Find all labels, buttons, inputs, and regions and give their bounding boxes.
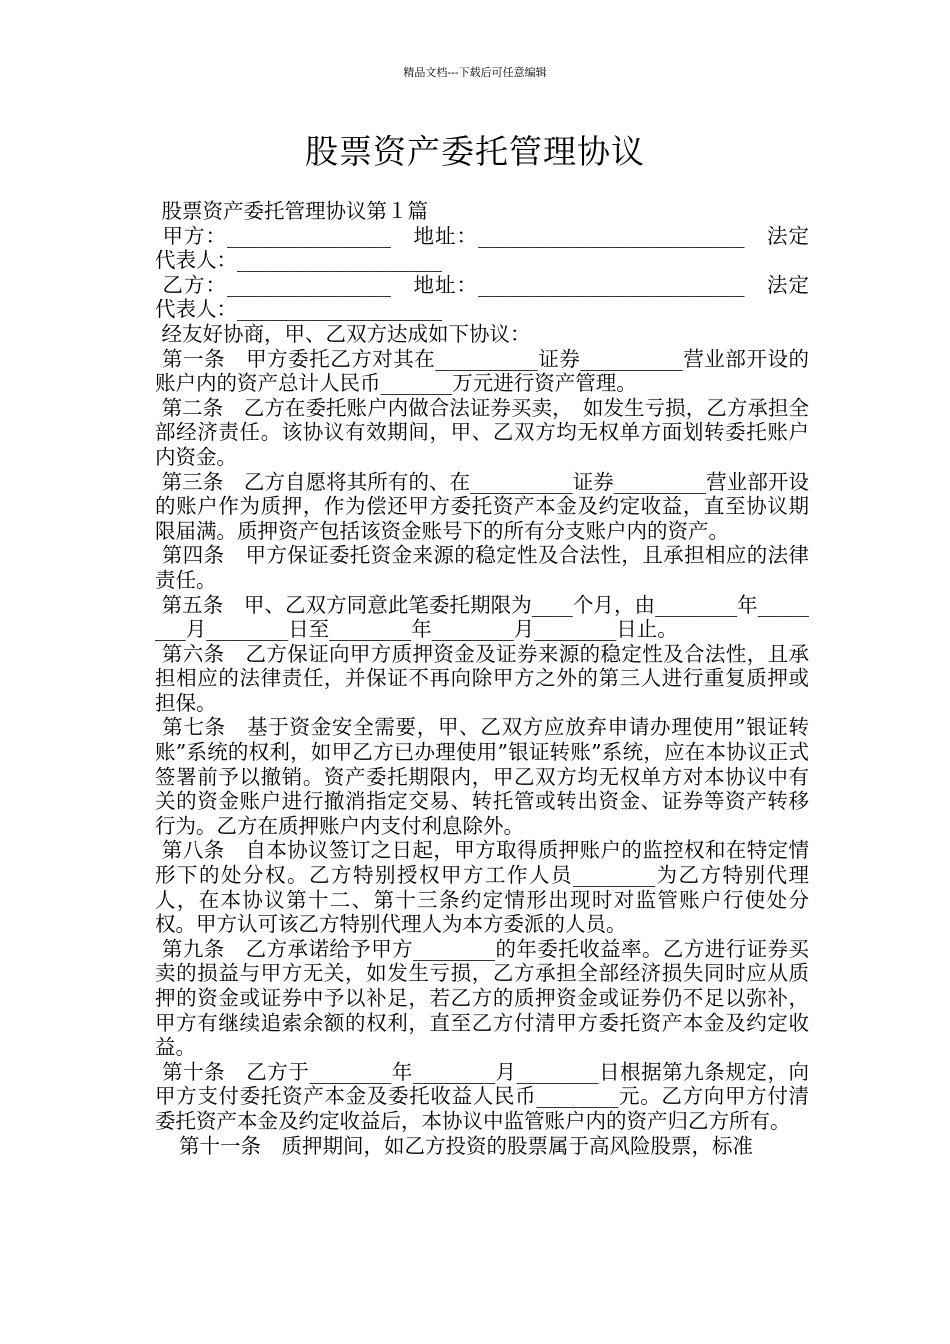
party-a-line: 甲方：________________ 地址：__________________________ 法定代表人：____________________ (155, 223, 809, 273)
article-2: 第二条 乙方在委托账户内做合法证券买卖， 如发生亏损，乙方承担全部经济责任。该协议有效期间，甲、乙双方均无权单方面划转委托账户内资金。 (155, 395, 809, 469)
article-1: 第一条 甲方委托乙方对其在__________证券__________营业部开设的账户内的资产总计人民币_______万元进行资产管理。 (155, 346, 809, 396)
header-note: 精品文档---下载后可任意编辑 (403, 66, 547, 79)
article-6: 第六条 乙方保证向甲方质押资金及证券来源的稳定性及合法性，且承担相应的法律责任，并保证不再向除甲方之外的第三人进行重复质押或担保。 (155, 641, 809, 715)
document-body (145, 199, 809, 1158)
article-10: 第十条 乙方于________年________月________日根据第九条规定，向甲方支付委托资产本金及委托收益人民币________元。乙方向甲方付清委托资产本金及约定收益后，本协议中监管账户内的资产归乙方所有。 (155, 1059, 809, 1133)
article-7: 第七条 基于资金安全需要，甲、乙双方应放弃申请办理使用”银证转账”系统的权利，如甲乙方已办理使用”银证转账”系统，应在本协议正式签署前予以撤销。资产委托期限内，甲乙双方均无权单方对本协议中有关的资金账户进行撤消指定交易、转托管或转出资金、证券等资产转移行为。乙方在质押账户内支付利息除外。 (155, 715, 809, 838)
article-4: 第四条 甲方保证委托资金来源的稳定性及合法性，且承担相应的法律责任。 (155, 543, 809, 592)
article-3: 第三条 乙方自愿将其所有的、在__________证券_________营业部开设的账户作为质押，作为偿还甲方委托资产本金及约定收益，直至协议期限届满。质押资产包括该资金账号下的所有分支账户内的资产。 (155, 469, 809, 543)
article-8: 第八条 自本协议签订之日起，甲方取得质押账户的监控权和在特定情形下的处分权。乙方特别授权甲方工作人员________为乙方特别代理人，在本协议第十二、第十三条约定情形出现时对监管账户行使处分权。甲方认可该乙方特别代理人为本方委派的人员。 (155, 838, 809, 937)
preamble: 经友好协商，甲、乙双方达成如下协议： (155, 321, 531, 346)
section-heading: 股票资产委托管理协议第１篇 (155, 199, 429, 223)
article-5: 第五条 甲、乙双方同意此笔委托期限为____个月，由________年________月________日至________年________月________日止。 (155, 592, 809, 642)
article-9: 第九条 乙方承诺给予甲方________的年委托收益率。乙方进行证券买卖的损益与甲方无关，如发生亏损，乙方承担全部经济损失同时应从质押的资金或证券中予以补足，若乙方的质押资金或证券仍不足以弥补，甲方有继续追索余额的权利，直至乙方付清甲方委托资产本金及约定收益。 (155, 936, 809, 1060)
party-b-line: 乙方：________________ 地址：__________________________ 法定代表人：____________________ (155, 272, 809, 322)
article-11: 第十一条 质押期间，如乙方投资的股票属于高风险股票，标准 (179, 1133, 753, 1158)
document-title: 股票资产委托管理协议 (305, 132, 645, 171)
